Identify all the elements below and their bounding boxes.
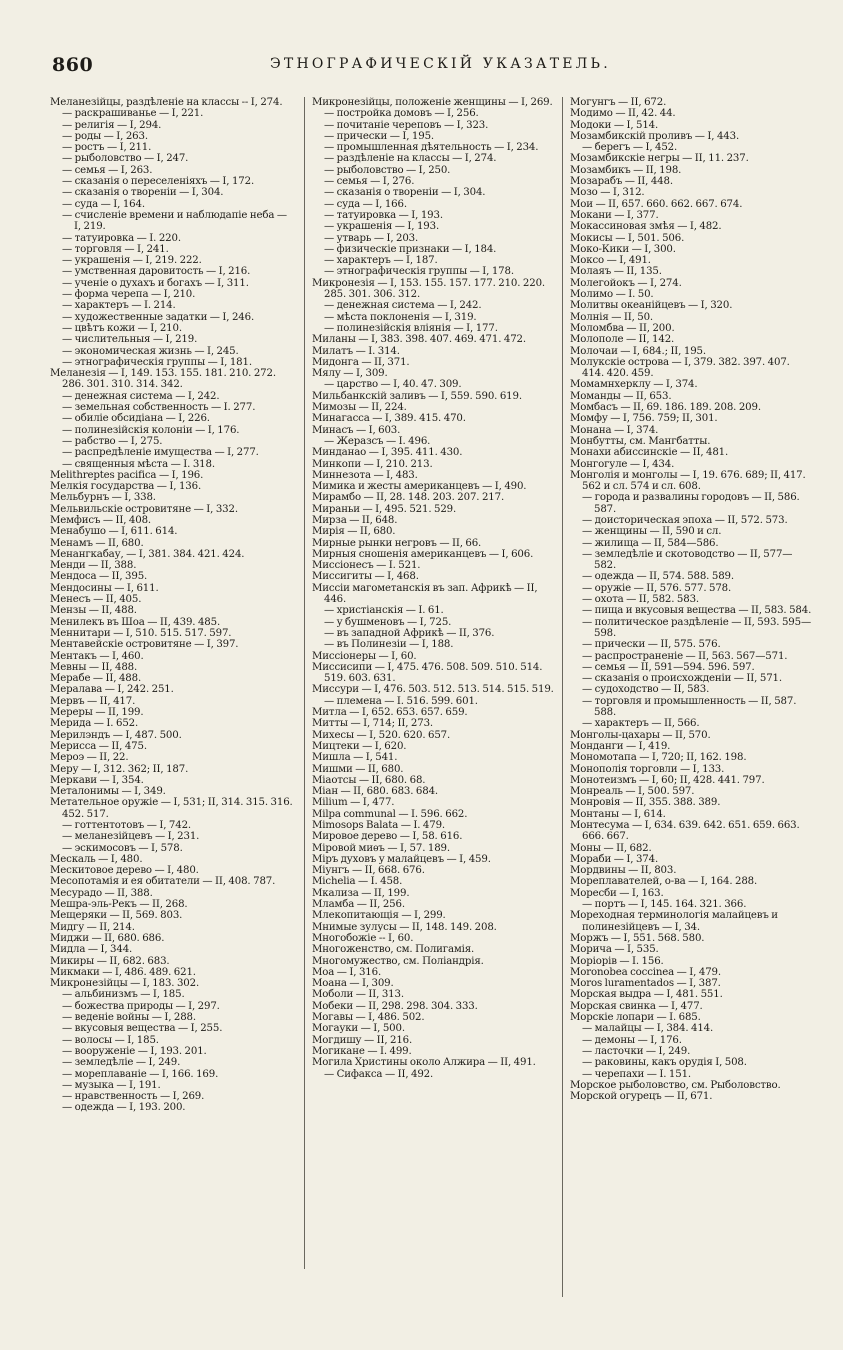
- index-entry: — денежная система — I, 242.: [62, 390, 220, 402]
- index-entry: Месопотамія и ея обитатели — II, 408. 787.: [50, 876, 276, 888]
- index-entry: — суда — I, 164.: [62, 198, 145, 210]
- index-entry: Mimosops Balata — I. 479.: [312, 820, 445, 831]
- index-entry: — татуировка — I, 193.: [324, 209, 443, 221]
- index-entry: Могила Христины около Алжира — II, 491.: [312, 1057, 536, 1069]
- index-entry: Мендосины — I, 611.: [50, 582, 159, 594]
- index-entry: Миссури — I, 476. 503. 512. 513. 514. 515. 519.: [312, 684, 554, 696]
- index-entry: — семья — I, 276.: [324, 176, 415, 188]
- index-entry: — альбинизмъ — I, 185.: [62, 989, 185, 1001]
- index-entry: Мендоса — II, 395.: [50, 571, 148, 583]
- index-entry: Менангкабау, — I, 381. 384. 421. 424.: [50, 548, 245, 560]
- index-entry: Мокани — I, 377.: [570, 209, 659, 221]
- index-entry: Мидла — I, 344.: [50, 944, 133, 956]
- index-entry: Минданао — I, 395. 411. 430.: [312, 447, 463, 459]
- index-entry: — веденіе войны — I, 288.: [62, 1012, 196, 1024]
- index-entry: Міровой миѳъ — I, 57. 189.: [312, 842, 450, 854]
- index-entry: Мозамбикскіе негры — II, 11. 237.: [570, 153, 749, 165]
- index-entry: Миджи — II, 680. 686.: [50, 932, 165, 944]
- index-entry: Мимика и жесты американцевъ — I, 490.: [312, 481, 527, 493]
- index-entry: Мемфисъ — II, 408.: [50, 514, 152, 526]
- index-entry: Моны — II, 682.: [570, 842, 652, 854]
- index-entry: — украшенія — I, 193.: [324, 221, 440, 233]
- index-entry: Милатъ — I. 314.: [312, 345, 400, 357]
- index-entry: Многобожіе -- I, 60.: [312, 932, 414, 944]
- index-entry: Многомужество, см. Поліандрія.: [312, 955, 484, 967]
- index-entry: Мешра-эль-Рекъ — II, 268.: [50, 899, 188, 911]
- index-entry: Меннитари — I, 510. 515. 517. 597.: [50, 627, 232, 639]
- index-entry: Моа — I, 316.: [312, 966, 382, 978]
- index-entry: — украшенія — I, 219. 222.: [62, 255, 202, 267]
- index-entry: Млекопитающія — I, 299.: [312, 910, 446, 922]
- index-entry: Миссіонесъ — I. 521.: [312, 560, 421, 572]
- index-entry: — раковины, какъ орудія I, 508.: [582, 1057, 747, 1069]
- index-entry: — демоны — I, 176.: [582, 1034, 682, 1046]
- index-entry: Моріорів — I. 156.: [570, 955, 664, 967]
- index-entry: — эскимосовъ — I, 578.: [62, 842, 183, 854]
- index-entry: Мензы — II, 488.: [50, 605, 137, 617]
- index-entry: Мерилэндъ — I, 487. 500.: [50, 729, 182, 741]
- index-entry: — въ западной Африкѣ — II, 376.: [324, 627, 495, 639]
- index-entry: Монбутты, см. Мангбатты.: [570, 435, 711, 447]
- index-entry: Монтаны — I, 614.: [570, 808, 666, 820]
- index-entry: — Жеразсъ — I. 496.: [324, 435, 431, 447]
- index-entry: Мерисса — II, 475.: [50, 740, 147, 752]
- index-entry: — почитаніе череповъ — I, 323.: [324, 119, 489, 131]
- index-entry: Moronobea coccinea — I, 479.: [570, 966, 721, 978]
- index-entry: — рыболовство — I, 247.: [62, 153, 189, 165]
- index-entry: Монтесума — I, 634. 639. 642. 651. 659. 663. 666. 667.: [570, 820, 800, 843]
- index-entry: Морское рыболовство, см. Рыболовство.: [570, 1079, 781, 1091]
- index-entry: Монополія торговли — I, 133.: [570, 763, 725, 775]
- index-entry: — рабство — I, 275.: [62, 435, 163, 447]
- index-entry: — готтентотовъ — I, 742.: [62, 820, 191, 831]
- index-entry: Могдишу — II, 216.: [312, 1034, 413, 1046]
- index-entry: — характеръ — I. 214.: [62, 300, 176, 312]
- index-entry: — денежная система — I, 242.: [324, 300, 482, 312]
- index-entry: — вкусовыя вещества — I, 255.: [62, 1023, 223, 1035]
- index-entry: Могикане — I. 499.: [312, 1045, 412, 1057]
- index-entry: — раздѣленіе на классы — I, 274.: [324, 153, 497, 165]
- index-entry: — доисторическая эпоха — II, 572. 573.: [582, 514, 788, 526]
- index-entry: — меланезійцевъ — I, 231.: [62, 831, 200, 843]
- index-entry: Мозо — I, 312.: [570, 187, 645, 199]
- index-entry: Мералава — I, 242. 251.: [50, 684, 174, 696]
- index-entry: Мерида — I. 652.: [50, 718, 139, 730]
- index-entry: Моко-Кики — I, 300.: [570, 243, 676, 255]
- index-entry: — торговля и промышленность — II, 587. 588.: [582, 695, 797, 719]
- index-entry: — ласточки — I, 249.: [582, 1045, 691, 1057]
- index-entry: — малайцы — I, 384. 414.: [582, 1023, 714, 1035]
- index-entry: Мокисы — I, 501. 506.: [570, 232, 685, 244]
- index-entry: Мескаль — I, 480.: [50, 853, 143, 865]
- index-entry: Миссисипи — I, 475. 476. 508. 509. 510. 514. 519. 603. 631.: [312, 661, 543, 685]
- page-number: 860: [52, 54, 94, 76]
- index-entry: — священныя мѣста — I. 318.: [62, 458, 215, 470]
- index-entry: — религія — I, 294.: [62, 119, 162, 131]
- index-entry: — прически — II, 575. 576.: [582, 639, 721, 651]
- index-entry: — города и развалины городовъ — II, 586. 587.: [582, 492, 800, 515]
- index-entry: Микронезійцы — I, 183. 302.: [50, 978, 200, 990]
- index-column-2: [312, 97, 554, 1080]
- index-entry: — распредѣленіе имущества — I, 277.: [62, 447, 259, 459]
- index-entry: — земледѣліе — I, 249.: [62, 1057, 181, 1069]
- index-entry: — божества природы — I, 297.: [62, 1000, 220, 1012]
- running-head: ЭТНОГРАФИЧЕСКІЙ УКАЗАТЕЛЬ.: [270, 56, 611, 72]
- index-entry: Многоженство, см. Полигамія.: [312, 944, 475, 956]
- index-entry: Мильбанкскій заливъ — I, 559. 590. 619.: [312, 390, 522, 402]
- index-entry: Митла — I, 652. 653. 657. 659.: [312, 707, 468, 719]
- index-entry: — охота — II, 582. 583.: [582, 594, 699, 606]
- index-entry: Моболи — II, 313.: [312, 989, 404, 1001]
- index-entry: — одежда — II, 574. 588. 589.: [582, 571, 734, 583]
- index-entry: — ростъ — I, 211.: [62, 142, 152, 154]
- index-entry: Монгогуле — I, 434.: [570, 458, 675, 470]
- index-entry: — берегъ — I, 452.: [582, 142, 678, 154]
- index-entry: Могауки — I, 500.: [312, 1023, 405, 1035]
- index-entry: — постройка домовъ — I, 256.: [324, 108, 479, 120]
- index-entry: Молнія — II, 50.: [570, 311, 654, 323]
- index-entry: — волосы — I, 185.: [62, 1034, 159, 1046]
- index-entry: — въ Полинезіи — I, 188.: [324, 639, 454, 651]
- index-entry: — счисленіе времени и наблюдапіе неба — I, 219.: [62, 209, 287, 233]
- index-entry: — промышленная дѣятельность — I, 234.: [324, 142, 539, 154]
- index-entry: — этнографическія группы — I, 181.: [62, 356, 252, 368]
- index-entry: — семья — II, 591—594. 596. 597.: [582, 661, 755, 673]
- index-entry: Меланезія — I, 149. 153. 155. 181. 210. 272. 286. 301. 310. 314. 342.: [50, 368, 276, 391]
- index-entry: Milpa communal — I. 596. 662.: [312, 808, 468, 820]
- index-entry: Минкопи — I, 210. 213.: [312, 458, 433, 470]
- index-entry: Мялу — I, 309.: [312, 368, 388, 380]
- index-entry: — вооруженіе — I, 193. 201.: [62, 1045, 207, 1057]
- index-entry: Мельбурнъ — I, 338.: [50, 492, 156, 504]
- index-entry: Метательное оружіе — I, 531; II, 314. 315. 316. 452. 517.: [50, 797, 293, 820]
- index-entry: Момфу — I, 756. 759; II, 301.: [570, 413, 718, 425]
- index-entry: Молочаи — I, 684.; II, 195.: [570, 345, 706, 357]
- index-entry: Морская выдра — I, 481. 551.: [570, 989, 723, 1001]
- index-entry: Могунгъ — II, 672.: [570, 97, 667, 108]
- index-entry: Миннезота — I, 483.: [312, 469, 418, 481]
- index-entry: Мкализа — II, 199.: [312, 887, 410, 899]
- index-entry: Микиры — II, 682. 683.: [50, 955, 170, 967]
- index-entry: Модимо — II, 42. 44.: [570, 108, 676, 120]
- index-entry: — умственная даровитость — I, 216.: [62, 266, 251, 278]
- index-entry: Мерабе — II, 488.: [50, 673, 142, 685]
- index-entry: — Сифакса — II, 492.: [324, 1068, 434, 1080]
- index-entry: Могавы — I, 486. 502.: [312, 1012, 425, 1024]
- index-entry: Момбасъ — II, 69. 186. 189. 208. 209.: [570, 402, 761, 414]
- index-entry: Миланы — I, 383. 398. 407. 469. 471. 472.: [312, 334, 526, 346]
- index-entry: — роды — I, 263.: [62, 130, 148, 142]
- index-entry: Мелкія государства — I, 136.: [50, 481, 202, 493]
- index-entry: Морскіе лопари — I. 685.: [570, 1012, 701, 1024]
- index-entry: Месурадо — II, 388.: [50, 887, 153, 899]
- index-entry: Менилекъ въ Шоа — II, 439. 485.: [50, 616, 221, 628]
- index-entry: Михесы — I, 520. 620. 657.: [312, 729, 451, 741]
- index-entry: — утварь — I, 203.: [324, 232, 419, 244]
- index-entry: — мѣста поклоненія — I, 319.: [324, 311, 477, 323]
- index-entry: Морича — I, 535.: [570, 944, 659, 956]
- index-entry: — экономическая жизнь — I, 245.: [62, 345, 239, 357]
- index-entry: — семья — I, 263.: [62, 164, 153, 176]
- index-entry: Мирза — II, 648.: [312, 514, 398, 526]
- index-entry: Монровія — II, 355. 388. 389.: [570, 797, 721, 809]
- index-entry: Микмаки — I, 486. 489. 621.: [50, 966, 196, 978]
- index-entry: Менесъ — II, 405.: [50, 594, 142, 606]
- index-entry: — сказанія о переселеніяхъ — I, 172.: [62, 176, 255, 188]
- index-entry: Меланезійцы, раздѣленіе на классы -- I, 274.: [50, 97, 283, 108]
- index-entry: Мимозы — II, 224.: [312, 402, 407, 414]
- index-entry: Монахи абиссинскіе — II, 481.: [570, 447, 729, 459]
- index-entry: Монотеизмъ — I, 60; II, 428. 441. 797.: [570, 774, 765, 786]
- index-entry: Морской огурецъ — II, 671.: [570, 1091, 713, 1103]
- index-entry: Міунгъ — II, 668. 676.: [312, 865, 425, 877]
- column-rule: [562, 97, 563, 1297]
- index-entry: — ученіе о духахъ и богахъ — I, 311.: [62, 277, 249, 289]
- index-entry: — характеръ — I, 187.: [324, 255, 438, 267]
- index-entry: Монреаль — I, 500. 597.: [570, 786, 695, 798]
- index-entry: Момамнхерклу — I, 374.: [570, 379, 698, 391]
- index-entry: — оружіе — II, 576. 577. 578.: [582, 582, 732, 594]
- index-entry: Міаотсы — II, 680. 68.: [312, 774, 426, 786]
- column-rule: [304, 97, 305, 1269]
- index-entry: Мирія — II, 680.: [312, 526, 396, 538]
- index-column-3: [570, 97, 814, 1102]
- index-entry: Металонимы — I, 349.: [50, 786, 166, 798]
- index-entry: Монголія и монголы — I, 19. 676. 689; II, 417. 562 и сл. 574 и сл. 608.: [570, 469, 806, 493]
- index-entry: Молаяъ — II, 135.: [570, 266, 662, 278]
- index-entry: Молимо — I. 50.: [570, 289, 654, 301]
- index-column-1: [50, 97, 296, 1114]
- index-entry: Менди — II, 388.: [50, 560, 137, 572]
- index-entry: — обиліе обсидіана — I, 226.: [62, 413, 210, 425]
- index-entry: Міан — II, 680. 683. 684.: [312, 786, 439, 798]
- index-entry: Мервъ — II, 417.: [50, 695, 136, 707]
- index-entry: Мореплавателей, о-ва — I, 164. 288.: [570, 876, 758, 888]
- index-entry: — форма черепа — I, 210.: [62, 289, 196, 301]
- index-entry: Мономотапа — I, 720; II, 162. 198.: [570, 752, 747, 764]
- index-entry: Мидонга — II, 371.: [312, 356, 410, 368]
- index-entry: — сказанія о происхожденіи — II, 571.: [582, 673, 782, 685]
- index-entry: Мицтеки — I, 620.: [312, 740, 407, 752]
- index-entry: Milium — I, 477.: [312, 797, 395, 809]
- index-entry: — торговля — I, 241.: [62, 243, 169, 255]
- index-entry: — суда — I, 166.: [324, 198, 407, 210]
- index-entry: — у бушменовъ — I, 725.: [324, 616, 452, 628]
- index-entry: Молитвы океанійцевъ — I, 320.: [570, 300, 733, 312]
- index-entry: Мозарабъ — II, 448.: [570, 176, 673, 188]
- index-entry: Менабушо — I, 611. 614.: [50, 526, 178, 538]
- index-entry: Модоки — I, 514.: [570, 119, 659, 131]
- index-entry: — полинезійскія вліянія — I, 177.: [324, 322, 498, 334]
- index-entry: — раскрашиванье — I, 221.: [62, 108, 204, 120]
- index-entry: Миссіонеры — I, 60.: [312, 650, 417, 662]
- index-entry: Митты — I, 714; II, 273.: [312, 718, 433, 730]
- index-entry: Морская свинка — I, 477.: [570, 1000, 703, 1012]
- index-entry: — сказанія о твореніи — I, 304.: [324, 187, 486, 199]
- index-entry: Монголы-цахары — II, 570.: [570, 729, 711, 741]
- index-entry: — музыка — I, 191.: [62, 1079, 161, 1091]
- index-entry: Моржъ — I, 551. 568. 580.: [570, 932, 705, 944]
- index-entry: — цвѣтъ кожи — I, 210.: [62, 322, 182, 334]
- index-entry: — числительныя — I, 219.: [62, 334, 198, 346]
- index-entry: Моана — I, 309.: [312, 978, 394, 990]
- index-entry: — татуировка — I. 220.: [62, 232, 181, 244]
- index-entry: Моманды — II, 653.: [570, 390, 672, 402]
- index-entry: — племена — I. 516. 599. 601.: [324, 695, 478, 707]
- index-entry: Молополе — II, 142.: [570, 334, 675, 346]
- index-entry: — полинезійскія колоніи — I, 176.: [62, 424, 240, 436]
- index-entry: Мельвильскіе островитяне — I, 332.: [50, 503, 238, 515]
- index-entry: Мидгу — II, 214.: [50, 921, 135, 933]
- index-entry: Мореходная терминологія малайцевъ и полинезійцевъ — I, 34.: [570, 910, 778, 933]
- index-entry: Монданги — I, 419.: [570, 740, 671, 752]
- index-entry: Мировое дерево — I, 58. 616.: [312, 831, 463, 843]
- index-entry: Мишла — I, 541.: [312, 752, 398, 764]
- index-entry: — черепахи — I. 151.: [582, 1068, 691, 1080]
- index-entry: Мещеряки — II, 569. 803.: [50, 910, 183, 922]
- index-entry: Моресби — I, 163.: [570, 887, 664, 899]
- index-entry: Меркави — I, 354.: [50, 774, 144, 786]
- index-entry: Мордвины — II, 803.: [570, 865, 677, 877]
- index-entry: Мевны — II, 488.: [50, 661, 138, 673]
- index-entry: Мескитовое дерево — I, 480.: [50, 865, 199, 877]
- index-entry: Микронезія — I, 153. 155. 157. 177. 210. 220. 285. 301. 306. 312.: [312, 277, 546, 301]
- index-entry: — физическіе признаки — I, 184.: [324, 243, 497, 255]
- index-entry: — характеръ — II, 566.: [582, 718, 700, 730]
- index-entry: Мирамбо — II, 28. 148. 203. 207. 217.: [312, 492, 505, 504]
- index-entry: — пища и вкусовыя вещества — II, 583. 584.: [582, 605, 812, 617]
- index-entry: Мнимые зулусы — II, 148. 149. 208.: [312, 921, 497, 933]
- index-entry: Меру — I, 312. 362; II, 187.: [50, 763, 189, 775]
- index-entry: Міръ духовъ у малайцевъ — I, 459.: [312, 853, 491, 865]
- index-entry: — прически — I, 195.: [324, 130, 435, 142]
- index-entry: Мобеки — II, 298. 298. 304. 333.: [312, 1000, 478, 1012]
- index-entry: Мероэ — II, 22.: [50, 752, 129, 764]
- index-entry: Мокассиновая змѣя — I, 482.: [570, 221, 722, 233]
- index-entry: Мишми — II, 680.: [312, 763, 404, 775]
- index-entry: — судоходство — II, 583.: [582, 684, 710, 696]
- index-entry: — христіанскія — I. 61.: [324, 605, 444, 617]
- index-entry: Мои — II, 657. 660. 662. 667. 674.: [570, 198, 743, 210]
- index-entry: — царство — I, 40. 47. 309.: [324, 379, 462, 391]
- index-entry: — жилища — II, 584—586.: [582, 537, 719, 549]
- index-entry: Мираньи — I, 495. 521. 529.: [312, 503, 457, 515]
- index-entry: — этнографическія группы — I, 178.: [324, 266, 514, 278]
- index-entry: Молегойокъ — I, 274.: [570, 277, 682, 289]
- index-entry: Минасъ — I, 603.: [312, 424, 401, 436]
- index-entry: Мораби — I, 374.: [570, 853, 659, 865]
- index-entry: Микронезійцы, положеніе женщины — I, 269.: [312, 97, 553, 108]
- index-entry: Минагасса — I, 389. 415. 470.: [312, 413, 466, 425]
- index-entry: — рыболовство — I, 250.: [324, 164, 451, 176]
- index-entry: Мозамбикъ — II, 198.: [570, 164, 682, 176]
- index-entry: Моломбва — II, 200.: [570, 322, 675, 334]
- index-entry: — политическое раздѣленіе — II, 593. 595—598.: [582, 616, 812, 639]
- index-entry: Менамъ — II, 680.: [50, 537, 144, 549]
- index-entry: — женщины — II, 590 и сл.: [582, 526, 722, 538]
- index-entry: — одежда — I, 193. 200.: [62, 1102, 186, 1114]
- index-entry: Монана — I, 374.: [570, 424, 659, 436]
- index-entry: Moros luramentados — I, 387.: [570, 978, 721, 990]
- index-entry: — портъ — I, 145. 164. 321. 366.: [582, 899, 747, 911]
- index-entry: — нравственность — I, 269.: [62, 1091, 205, 1103]
- index-entry: — земельная собственность — I. 277.: [62, 402, 256, 414]
- index-entry: Мереры — II, 199.: [50, 707, 144, 719]
- index-entry: Мирные рынки негровъ — II, 66.: [312, 537, 482, 549]
- index-entry: Миссигиты — I, 468.: [312, 571, 419, 583]
- index-entry: — распространеніе — II, 563. 567—571.: [582, 650, 788, 662]
- index-entry: Миссіи магометанскія въ зап. Африкѣ — II, 446.: [312, 582, 538, 606]
- index-entry: Michelia — I. 458.: [312, 876, 403, 888]
- index-entry: Ментакъ — I, 460.: [50, 650, 144, 662]
- index-entry: — мореплаваніе — I, 166. 169.: [62, 1068, 219, 1080]
- index-entry: Молукскіе острова — I, 379. 382. 397. 407. 414. 420. 459.: [570, 356, 790, 380]
- index-entry: Melithreptes pacifica — I, 196.: [50, 469, 204, 481]
- index-entry: — художественные задатки — I, 246.: [62, 311, 255, 323]
- index-entry: Ментавейскіе островитяне — I, 397.: [50, 639, 239, 651]
- index-entry: Моксо — I, 491.: [570, 255, 651, 267]
- index-entry: — сказанія о твореніи — I, 304.: [62, 187, 224, 199]
- index-entry: Мламба — II, 256.: [312, 899, 405, 911]
- index-entry: Мозамбикскій проливъ — I, 443.: [570, 130, 740, 142]
- index-entry: — земледѣліе и скотоводство — II, 577—582.: [582, 548, 793, 572]
- index-entry: Мирныя сношенія американцевъ — I, 606.: [312, 548, 534, 560]
